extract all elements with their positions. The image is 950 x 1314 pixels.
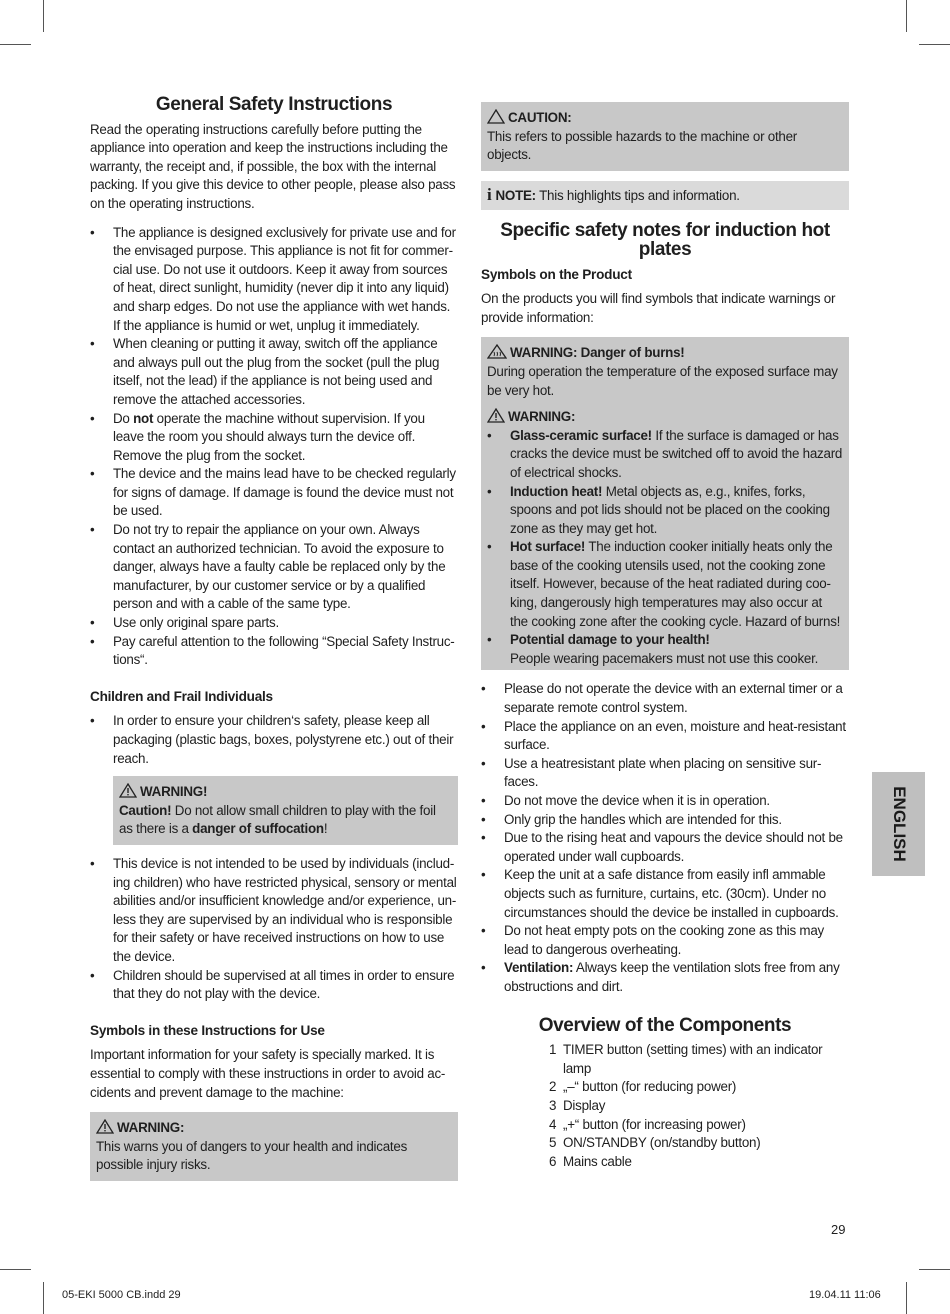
- symbols-warning-box: [90, 1112, 458, 1181]
- list-item-bold: Ventilation:: [504, 960, 574, 976]
- component-text: „–“ button (for reducing power): [563, 1079, 737, 1095]
- component-item: [549, 1153, 849, 1172]
- list-item: • Use a heatresistant plate when placing on sensitive sur-faces.: [481, 755, 849, 792]
- crop-mark: [919, 44, 950, 45]
- page-number: 29: [831, 1222, 846, 1237]
- note-text: This highlights tips and information.: [535, 187, 740, 203]
- component-text: Mains cable: [563, 1153, 632, 1169]
- note-box: [481, 181, 849, 211]
- list-item: • This device is not intended to be used by individuals (includ-ing children) who have restricted physical, sensory or mental abilities and/or insufficient knowledge and/or experience, un-less they are supervised by an individual who is responsible for their safety or have received instructions on how to use the device.: [90, 855, 458, 967]
- warning-triangle-icon: [119, 783, 137, 798]
- list-item-text: The induction cooker initially heats only the base of the cooking utensils used, not the cooking zone itself. However, because of the heat radiated during coo-king, dangerously high temperatures may also occur at the cooking zone after the cooking cycle. Hazard of burns!: [510, 539, 841, 629]
- component-number: 6: [549, 1153, 557, 1169]
- list-item-text: Always keep the ventilation slots free from any obstructions and dirt.: [504, 960, 840, 994]
- list-item: [487, 631, 843, 668]
- caution-title-row: [487, 109, 843, 128]
- symbols-warning-title: WARNING:: [117, 1120, 185, 1136]
- symbols-warning-text: This warns you of dangers to your health and indicates possible injury risks.: [96, 1138, 408, 1173]
- component-number: 2: [549, 1079, 557, 1095]
- list-item: • Please do not operate the device with an external timer or a separate remote control system.: [481, 680, 849, 717]
- general-safety-title: General Safety Instructions: [155, 94, 393, 115]
- crop-mark: [0, 44, 31, 45]
- product-warning-list: [487, 427, 843, 669]
- list-item-text: People wearing pacemakers must not use this cooker.: [510, 650, 819, 666]
- list-item-bold: Induction heat!: [510, 483, 603, 499]
- burn-warning-title-row: [487, 344, 843, 363]
- list-item: [487, 538, 843, 631]
- list-item: [487, 483, 843, 539]
- language-tab: [872, 772, 925, 876]
- children-heading: Children and Frail Individuals: [90, 688, 273, 704]
- symbols-paragraph: Important information for your safety is specially marked. It is essential to comply with these instructions in order to avoid ac-cidents and prevent damage to the machine:: [90, 1047, 446, 1100]
- list-item: [90, 410, 458, 466]
- component-item: [549, 1134, 849, 1153]
- list-item-text: operate the machine without supervision. If you leave the room you should always turn the device off. Remove the plug from the socket.: [113, 410, 425, 463]
- children-bullet-list-2: [90, 855, 458, 1004]
- list-item: [487, 427, 843, 483]
- children-bullet-list: [90, 712, 458, 768]
- note-label: NOTE:: [495, 187, 536, 203]
- list-item-text: If the surface is damaged or has cracks the device must be switched off to avoid the hazard of electrical shocks.: [510, 427, 843, 480]
- safety-bullet-list: [90, 224, 458, 670]
- left-column: [90, 96, 458, 1191]
- list-item-bold: Potential damage to your health!: [510, 632, 710, 648]
- induction-safety-title: Specific safety notes for induction hot plates: [500, 220, 830, 260]
- child-warning-title: WARNING!: [140, 784, 208, 800]
- symbols-heading: Symbols in these Instructions for Use: [90, 1022, 325, 1038]
- list-item: [481, 959, 849, 996]
- child-warning-text: [119, 802, 452, 839]
- child-warning-body: Do not allow small children to play with the foil as there is a: [119, 802, 436, 837]
- caution-text: This refers to possible hazards to the machine or other objects.: [487, 128, 798, 163]
- hot-surface-icon: [487, 344, 507, 359]
- list-item: • When cleaning or putting it away, switch off the appliance and always pull out the plug from the socket (pull the plug itself, not the lead) if the appliance is not being used and remove the attached accessories.: [90, 335, 458, 409]
- list-item: • Do not try to repair the appliance on your own. Always contact an authorized technician. To avoid the exposure to danger, always have a faulty cable be replaced only by the manufacturer, by our customer service or by a qualified person and with a cable of the same type.: [90, 521, 458, 614]
- list-item-bold: Hot surface!: [510, 539, 586, 555]
- induction-bullet-list: [481, 680, 849, 996]
- crop-mark: [43, 0, 44, 32]
- symbols-product-paragraph: On the products you will find symbols that indicate warnings or provide information:: [481, 291, 836, 325]
- intro-paragraph: Read the operating instructions carefully before putting the appliance into operation and keep the instructions including the warranty, the receipt and, if possible, the box with the internal packing. If you give this device to other people, please also pass on the operating instructions.: [90, 121, 456, 211]
- language-tab-label: ENGLISH: [889, 786, 909, 862]
- crop-mark: [43, 1282, 44, 1314]
- caution-triangle-icon: [487, 109, 505, 124]
- list-item: • Pay careful attention to the following “Special Safety Instruc-tions“.: [90, 633, 458, 670]
- child-warning-end: !: [323, 821, 328, 837]
- caution-box: [481, 102, 849, 171]
- right-column: [481, 102, 849, 1171]
- warning-triangle-icon: [487, 408, 505, 423]
- component-number: 5: [549, 1135, 557, 1151]
- suffocation-emphasis: danger of suffocation: [192, 821, 324, 837]
- crop-mark: [0, 1269, 31, 1270]
- list-item: • Place the appliance on an even, moisture and heat-resistant surface.: [481, 718, 849, 755]
- footer-filename: 05-EKI 5000 CB.indd 29: [62, 1289, 181, 1301]
- caution-label: Caution!: [119, 802, 172, 818]
- components-list: [481, 1041, 849, 1171]
- list-item-bold: Glass-ceramic surface!: [510, 427, 652, 443]
- burn-warning-text: During operation the temperature of the exposed surface may be very hot.: [487, 363, 838, 398]
- component-text: Display: [563, 1097, 606, 1113]
- component-text: ON/STANDBY (on/standby button): [563, 1135, 761, 1151]
- info-icon: i: [487, 184, 492, 204]
- warning-triangle-icon: [96, 1119, 114, 1134]
- child-warning-box: [113, 776, 458, 845]
- not-word: not: [133, 410, 154, 426]
- crop-mark: [919, 1269, 950, 1270]
- list-item: • Do not move the device when it is in operation.: [481, 792, 849, 811]
- list-item: • Children should be supervised at all times in order to ensure that they do not play with the device.: [90, 967, 458, 1004]
- list-item-text: Metal objects as, e.g., knifes, forks, spoons and pot lids should not be placed on the cooking zone as they may get hot.: [510, 483, 830, 536]
- list-item: • Do not heat empty pots on the cooking zone as this may lead to dangerous overheating.: [481, 922, 849, 959]
- crop-mark: [906, 1282, 907, 1314]
- burn-warning-title: WARNING: Danger of burns!: [510, 345, 685, 361]
- list-item: • Use only original spare parts.: [90, 614, 458, 633]
- list-item: • Keep the unit at a safe distance from easily infl ammable objects such as furniture, curtains, etc. (30cm). Under no circumstances should the device be installed in cupboards.: [481, 866, 849, 922]
- component-item: [549, 1041, 849, 1078]
- component-text: „+“ button (for increasing power): [563, 1116, 746, 1132]
- component-number: 3: [549, 1097, 557, 1113]
- do-prefix: Do: [113, 410, 130, 426]
- list-item: • Due to the rising heat and vapours the device should not be operated under wall cupboards.: [481, 829, 849, 866]
- symbols-warning-title-row: [96, 1119, 452, 1138]
- footer-timestamp: 19.04.11 11:06: [809, 1289, 881, 1301]
- component-item: [549, 1097, 849, 1116]
- list-item: • The appliance is designed exclusively for private use and for the envisaged purpose. This appliance is not fit for commer-cial use. Do not use it outdoors. Keep it away from sources of heat, direct sunlight, humidity (never dip it into any liquid) and sharp edges. Do not use the appliance with wet hands. If the appliance is humid or wet, unplug it immediately.: [90, 224, 458, 336]
- component-number: 1: [549, 1042, 557, 1058]
- product-warning-title-row: [487, 408, 843, 427]
- child-warning-title-row: [119, 783, 452, 802]
- component-number: 4: [549, 1116, 557, 1132]
- list-item: • In order to ensure your children‘s safety, please keep all packaging (plastic bags, boxes, polystyrene etc.) out of their reach.: [90, 712, 458, 768]
- list-item: • Only grip the handles which are intended for this.: [481, 811, 849, 830]
- caution-title: CAUTION:: [508, 110, 572, 125]
- list-item: • The device and the mains lead have to be checked regularly for signs of damage. If damage is found the device must not be used.: [90, 465, 458, 521]
- product-warning-box: [481, 337, 849, 670]
- crop-mark: [906, 0, 907, 32]
- component-item: [549, 1078, 849, 1097]
- overview-title: Overview of the Components: [538, 1014, 792, 1036]
- component-text: TIMER button (setting times) with an indicator lamp: [563, 1042, 823, 1076]
- product-warning-title: WARNING:: [508, 409, 576, 425]
- component-item: [549, 1116, 849, 1135]
- symbols-product-heading: Symbols on the Product: [481, 266, 632, 282]
